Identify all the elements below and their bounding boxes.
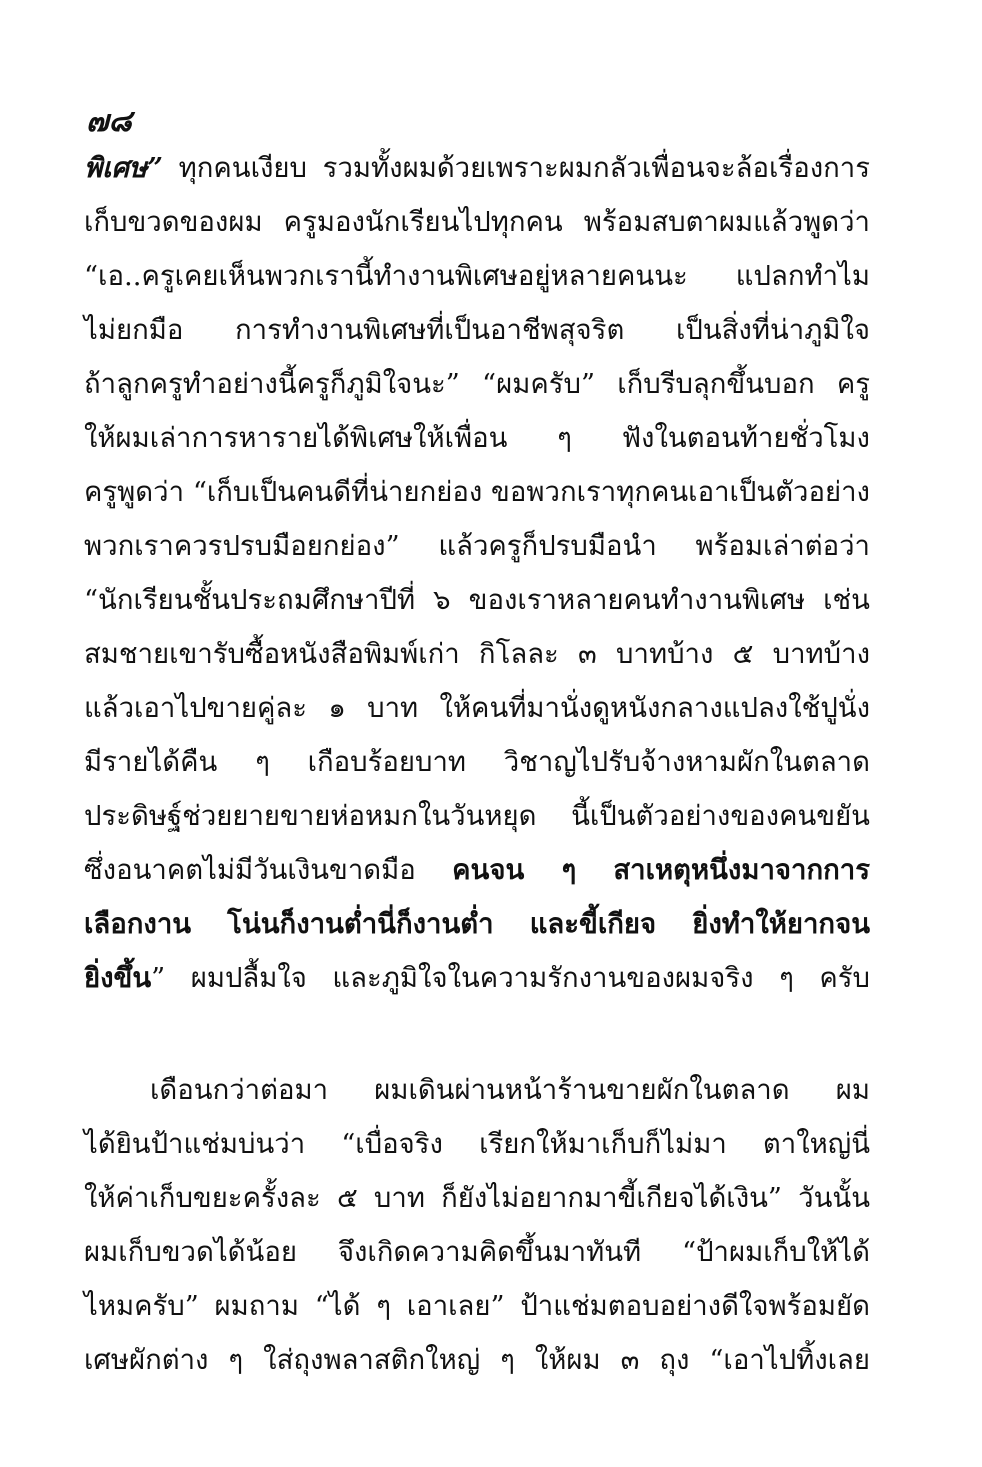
text-line: ให้ผมเล่าการหารายได้พิเศษให้เพื่อน ๆ ฟังในตอนท้ายชั่วโมง: [84, 422, 870, 454]
text-line: เก็บขวดของผม ครูมองนักเรียนไปทุกคน พร้อมสบตาผมแล้วพูดว่า: [84, 206, 870, 238]
text-line: ไหมครับ” ผมถาม “ได้ ๆ เอาเลย” ป้าแช่มตอบอย่างดีใจพร้อมยัด: [84, 1290, 870, 1322]
text-line: เศษผักต่าง ๆ ใส่ถุงพลาสติกใหญ่ ๆ ให้ผม ๓ ถุง “เอาไปทิ้งเลย: [84, 1344, 870, 1376]
text-line: ยิ่งขึ้น” ผมปลื้มใจ และภูมิใจในความรักงานของผมจริง ๆ ครับ: [84, 962, 870, 994]
text-line: พวกเราควรปรบมือยกย่อง” แล้วครูก็ปรบมือนำ พร้อมเล่าต่อว่า: [84, 530, 870, 562]
bold-text: ยิ่งขึ้น: [84, 962, 152, 994]
text-line: สมชายเขารับซื้อหนังสือพิมพ์เก่า กิโลละ ๓ บาทบ้าง ๕ บาทบ้าง: [84, 638, 870, 670]
text-line: แล้วเอาไปขายคู่ละ ๑ บาท ให้คนที่มานั่งดูหนังกลางแปลงใช้ปูนั่ง: [84, 692, 870, 724]
text-line: ครูพูดว่า “เก็บเป็นคนดีที่น่ายกย่อง ขอพวกเราทุกคนเอาเป็นตัวอย่าง: [84, 476, 870, 508]
emphasis-text: พิเศษ”: [84, 152, 163, 184]
text-line: “นักเรียนชั้นประถมศึกษาปีที่ ๖ ของเราหลายคนทำงานพิเศษ เช่น: [84, 584, 870, 616]
text-line: ถ้าลูกครูทำอย่างนี้ครูก็ภูมิใจนะ” “ผมครับ” เก็บรีบลุกขึ้นบอก ครู: [84, 368, 870, 400]
bold-text: คนจน ๆ สาเหตุหนึ่งมาจากการ: [452, 854, 870, 886]
bold-text-line: เลือกงาน โน่นก็งานต่ำนี่ก็งานต่ำ และขี้เกียจ ยิ่งทำให้ยากจน: [84, 908, 870, 940]
text-line: ไม่ยกมือ การทำงานพิเศษที่เป็นอาชีพสุจริต เป็นสิ่งที่น่าภูมิใจ: [84, 314, 870, 346]
text-line: ได้ยินป้าแช่มบ่นว่า “เบื่อจริง เรียกให้มาเก็บก็ไม่มา ตาใหญ่นี่: [84, 1128, 870, 1160]
text-line: ประดิษฐ์ช่วยยายขายห่อหมกในวันหยุด นี้เป็นตัวอย่างของคนขยัน: [84, 800, 870, 832]
text-line: “เอ..ครูเคยเห็นพวกเรานี้ทำงานพิเศษอยู่หลายคนนะ แปลกทำไม: [84, 260, 870, 292]
text-line-indented: เดือนกว่าต่อมา ผมเดินผ่านหน้าร้านขายผักในตลาด ผม: [150, 1074, 870, 1106]
page-number: ๗๘: [86, 104, 132, 139]
text-line: ซึ่งอนาคตไม่มีวันเงินขาดมือ คนจน ๆ สาเหตุหนึ่งมาจากการ: [84, 854, 870, 886]
text-line: ผมเก็บขวดได้น้อย จึงเกิดความคิดขึ้นมาทันที “ป้าผมเก็บให้ได้: [84, 1236, 870, 1268]
text-line: ให้ค่าเก็บขยะครั้งละ ๕ บาท ก็ยังไม่อยากมาขี้เกียจได้เงิน” วันนั้น: [84, 1182, 870, 1214]
text-line: มีรายได้คืน ๆ เกือบร้อยบาท วิชาญไปรับจ้างหามผักในตลาด: [84, 746, 870, 778]
text-line: พิเศษ” ทุกคนเงียบ รวมทั้งผมด้วยเพราะผมกลัวเพื่อนจะล้อเรื่องการ: [84, 152, 870, 184]
